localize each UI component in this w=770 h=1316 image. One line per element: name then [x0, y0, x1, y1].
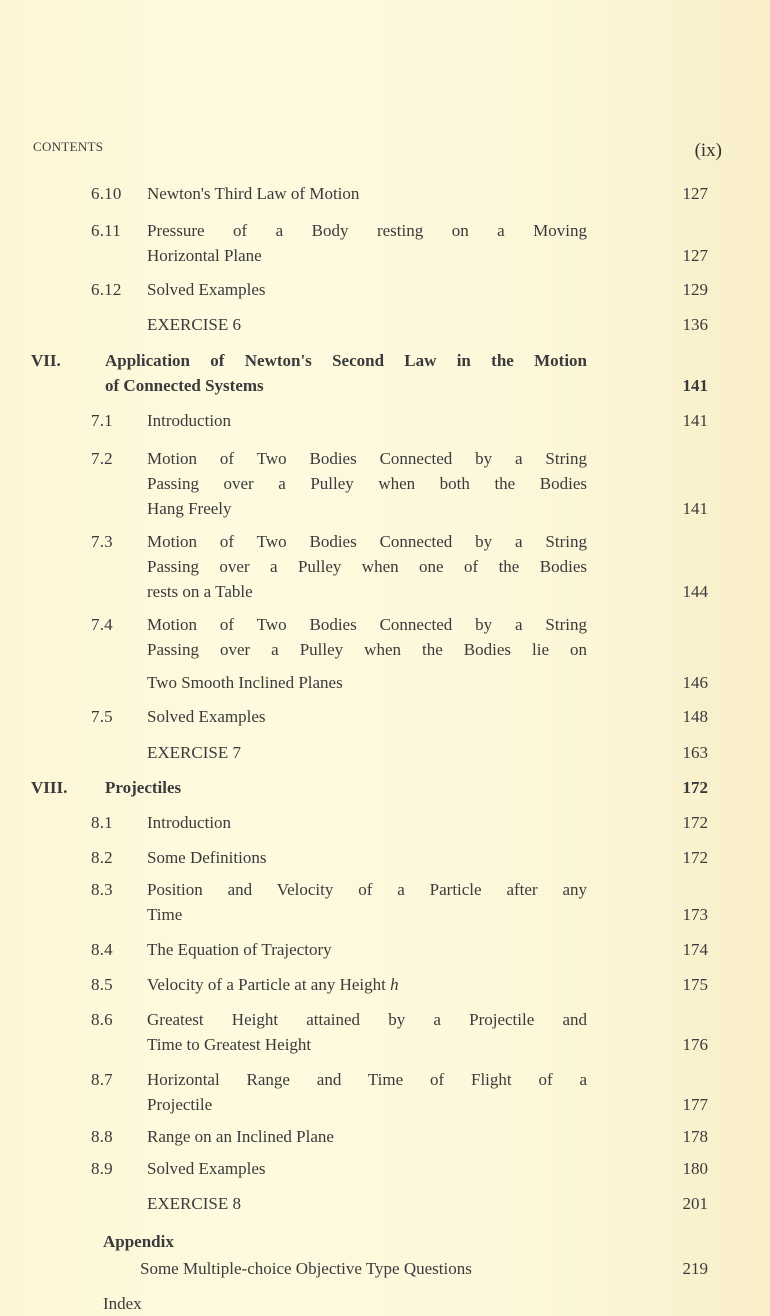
entry-title-line: Hang Freely — [147, 499, 232, 518]
entry-title-line: Time — [147, 905, 183, 924]
section-number: 7.1 — [91, 411, 113, 430]
section-number: 7.5 — [91, 707, 113, 726]
entry-page-number: 163 — [682, 743, 708, 762]
entry-page-number: 127 — [682, 246, 708, 265]
entry-title-line: Passing over a Pulley when both the Bodies — [147, 474, 587, 493]
entry-title — [147, 1191, 587, 1216]
entry-page-number: 141 — [682, 411, 708, 430]
entry-title-line: EXERCISE 7 — [147, 743, 241, 762]
entry-title — [147, 408, 587, 433]
entry-title — [147, 937, 587, 962]
section-number: 8.4 — [91, 940, 113, 959]
entry-page-number: 175 — [682, 975, 708, 994]
entry-title-line: Horizontal Range and Time of Flight of a — [147, 1070, 587, 1089]
entry-title-line: The Equation of Trajectory — [147, 940, 332, 959]
entry-title-line: EXERCISE 6 — [147, 315, 241, 334]
entry-title-line: of Connected Systems — [105, 376, 264, 395]
entry-page-number: 174 — [682, 940, 708, 959]
chapter-number: VIII. — [31, 778, 68, 797]
entry-title-line: Time to Greatest Height — [147, 1035, 312, 1054]
entry-title — [147, 877, 587, 927]
entry-title — [147, 529, 587, 604]
entry-page-number: 180 — [682, 1159, 708, 1178]
section-number: 8.6 — [91, 1010, 113, 1029]
entry-title-line: Horizontal Plane — [147, 246, 262, 265]
entry-page-number: 141 — [682, 376, 708, 395]
entry-page-number: 178 — [682, 1127, 708, 1146]
section-number: 8.9 — [91, 1159, 113, 1178]
entry-title — [147, 740, 587, 765]
section-number: 8.1 — [91, 813, 113, 832]
section-number: 8.3 — [91, 880, 113, 899]
entry-page-number: 141 — [682, 499, 708, 518]
entry-page-number: 201 — [682, 1194, 708, 1213]
entry-title — [147, 810, 587, 835]
section-number: 8.7 — [91, 1070, 113, 1089]
entry-title-line: Solved Examples — [147, 280, 266, 299]
entry-page-number: 173 — [682, 905, 708, 924]
entry-title — [147, 704, 587, 729]
entry-title — [147, 1156, 587, 1181]
entry-title-line: Greatest Height attained by a Projectile and — [147, 1010, 587, 1029]
entry-title-line: Solved Examples — [147, 1159, 266, 1178]
entry-title — [147, 218, 587, 268]
section-number: 7.3 — [91, 532, 113, 551]
section-number: 8.5 — [91, 975, 113, 994]
entry-title — [147, 181, 587, 206]
section-number: 6.10 — [91, 184, 122, 203]
entry-title-line: Projectile — [147, 1095, 213, 1114]
entry-page-number: 146 — [682, 673, 708, 692]
entry-title — [147, 1007, 587, 1057]
entry-page-number: 144 — [682, 582, 708, 601]
entry-page-number: 129 — [682, 280, 708, 299]
entry-title-line: Motion of Two Bodies Connected by a String — [147, 449, 587, 468]
index-label: Index — [103, 1294, 142, 1313]
entry-page-number: 177 — [682, 1095, 708, 1114]
entry-page-number: 172 — [682, 848, 708, 867]
entry-title-line: Motion of Two Bodies Connected by a String — [147, 615, 587, 634]
entry-title-line: Application of Newton's Second Law in the Motion — [105, 351, 587, 370]
entry-page-number: 176 — [682, 1035, 708, 1054]
section-number: 6.11 — [91, 221, 121, 240]
entry-title-line: Velocity of a Particle at any Height h — [147, 975, 399, 994]
section-number: 7.4 — [91, 615, 113, 634]
entry-page-number: 127 — [682, 184, 708, 203]
entry-title — [147, 1124, 587, 1149]
appendix-heading: Appendix — [103, 1232, 174, 1251]
entry-title-line: Pressure of a Body resting on a Moving — [147, 221, 587, 240]
entry-title-line: Motion of Two Bodies Connected by a String — [147, 532, 587, 551]
running-title: CONTENTS — [33, 139, 104, 154]
entry-title-line: Newton's Third Law of Motion — [147, 184, 360, 203]
entry-title-line: Passing over a Pulley when one of the Bodies — [147, 557, 587, 576]
entry-title — [147, 972, 587, 997]
entry-title — [105, 775, 587, 800]
entry-title-line: Two Smooth Inclined Planes — [147, 673, 343, 692]
entry-title-line: Some Definitions — [147, 848, 267, 867]
section-number: 8.8 — [91, 1127, 113, 1146]
entry-title-line: Introduction — [147, 411, 232, 430]
page-number: (ix) — [694, 140, 722, 161]
entry-title — [147, 612, 587, 695]
entry-title — [147, 277, 587, 302]
entry-title-line: Passing over a Pulley when the Bodies lie on — [147, 640, 587, 659]
entry-title-line: Solved Examples — [147, 707, 266, 726]
section-number: 6.12 — [91, 280, 122, 299]
appendix-item-title: Some Multiple-choice Objective Type Questions — [140, 1259, 472, 1278]
section-number: 7.2 — [91, 449, 113, 468]
entry-page-number: 172 — [682, 813, 708, 832]
entry-title — [147, 446, 587, 521]
entry-page-number: 148 — [682, 707, 708, 726]
appendix-item-page: 219 — [682, 1259, 708, 1278]
entry-page-number: 172 — [682, 778, 708, 797]
entry-title-line: Projectiles — [105, 778, 182, 797]
entry-title — [105, 348, 587, 398]
chapter-number: VII. — [31, 351, 61, 370]
entry-title — [147, 845, 587, 870]
entry-title-line: rests on a Table — [147, 582, 253, 601]
variable-h: h — [390, 975, 399, 994]
entry-title-line: Position and Velocity of a Particle after any — [147, 880, 587, 899]
section-number: 8.2 — [91, 848, 113, 867]
entry-title-line: Range on an Inclined Plane — [147, 1127, 334, 1146]
entry-title-line: EXERCISE 8 — [147, 1194, 241, 1213]
entry-title-line: Introduction — [147, 813, 232, 832]
entry-title — [147, 312, 587, 337]
entry-page-number: 136 — [682, 315, 708, 334]
entry-title — [147, 1067, 587, 1117]
